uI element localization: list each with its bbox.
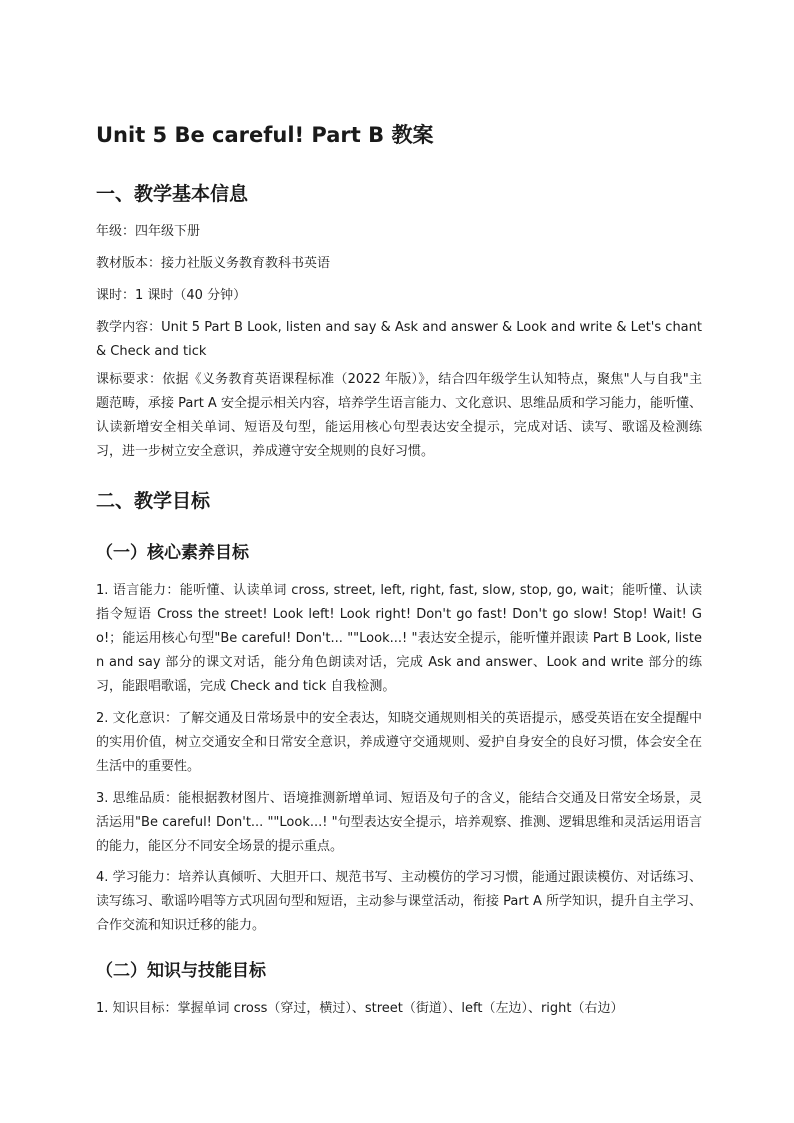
section-heading-basic-info: 一、教学基本信息 [96,183,249,205]
core-goal-learning: 4. 学习能力：培养认真倾听、大胆开口、规范书写、主动模仿的学习习惯，能通过跟读模仿、对话练习、读写练习、歌谣吟唱等方式巩固句型和短语，主动参与课堂活动，衔接 Part A 所学知识，提升自主学习、合作交流和知识迁移的能力。 [96,870,702,933]
section-heading-goals: 二、教学目标 [96,490,211,512]
core-goal-culture: 2. 文化意识：了解交通及日常场景中的安全表达，知晓交通规则相关的英语提示，感受英语在安全提醒中的实用价值，树立交通安全和日常安全意识，养成遵守交通规则、爱护自身安全的良好习惯，体会安全在生活中的重要性。 [96,711,702,774]
hours-line: 课时：1 课时（40 分钟） [96,288,247,303]
core-goal-language: 1. 语言能力：能听懂、认读单词 cross, street, left, right, fast, slow, stop, go, wait；能听懂、认读指令短语 Cross the street! Look left! Look right! Don't go fast! Don't go slow! Stop! Wait! Go!；能运用核心句型"Be careful! Don't... ""Look...! "表达安全提示，能听懂并跟读 Part B Look, listen and say 部分的课文对话，能分角色朗读对话，完成 Ask and answer、Look and write 部分的练习，能跟唱歌谣，完成 Check and tick 自我检测。 [96,583,702,694]
grade-line: 年级：四年级下册 [96,224,201,239]
standard-paragraph: 课标要求：依据《义务教育英语课程标准（2022 年版）》，结合四年级学生认知特点，聚焦"人与自我"主题范畴，承接 Part A 安全提示相关内容，培养学生语言能力、文化意识、思维品质和学习能力，能听懂、认读新增安全相关单词、短语及句型，能运用核心句型表达安全提示，完成对话、读写、歌谣及检测练习，进一步树立安全意识，养成遵守安全规则的良好习惯。 [96,372,702,459]
edition-line: 教材版本：接力社版义务教育教科书英语 [96,256,331,271]
knowledge-goal-1: 1. 知识目标：掌握单词 cross（穿过，横过）、street（街道）、left（左边）、right（右边） [96,1001,624,1016]
subsection-heading-core: （一）核心素养目标 [96,543,249,563]
core-goal-thinking: 3. 思维品质：能根据教材图片、语境推测新增单词、短语及句子的含义，能结合交通及日常安全场景，灵活运用"Be careful! Don't... ""Look...! "句型表达安全提示，培养观察、推测、逻辑思维和灵活运用语言的能力，能区分不同安全场景的提示重点。 [96,791,702,854]
document-title: Unit 5 Be careful! Part B 教案 [96,123,434,147]
content-paragraph: 教学内容：Unit 5 Part B Look, listen and say & Ask and answer & Look and write & Let's chant & Check and tick [96,320,702,359]
subsection-heading-knowledge: （二）知识与技能目标 [96,961,266,981]
